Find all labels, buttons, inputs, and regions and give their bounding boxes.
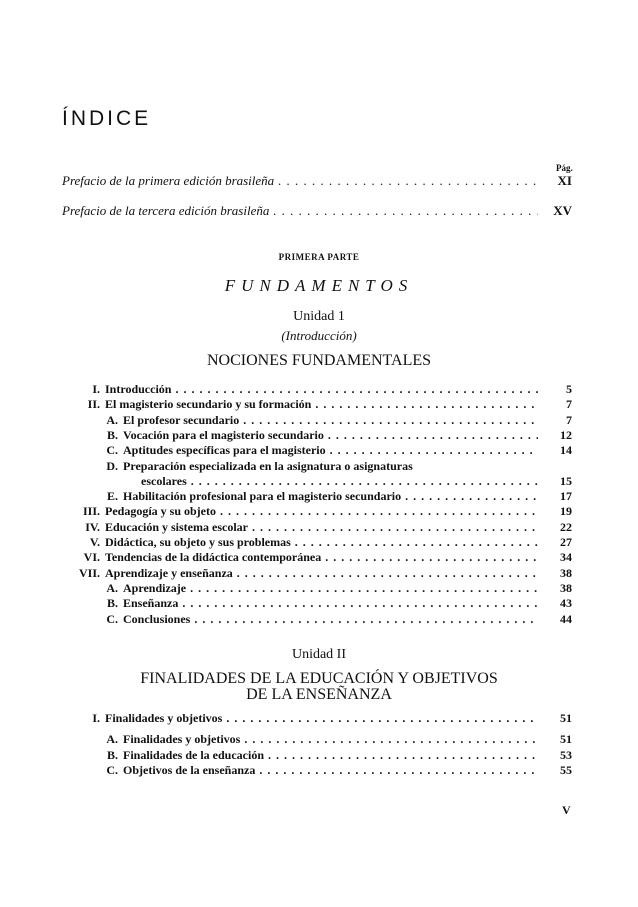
- entry-label: Aprendizaje y enseñanza: [105, 565, 233, 580]
- page-number: 44: [560, 611, 572, 626]
- chapter-title-line2: DE LA ENSEÑANZA: [246, 686, 392, 703]
- entry-label: Aptitudes específicas para el magisterio: [123, 443, 326, 458]
- page-number: 51: [560, 711, 572, 725]
- entry-number: III.: [82, 504, 100, 519]
- page-number: 55: [560, 762, 572, 777]
- page-number: 53: [560, 747, 572, 762]
- entry-number: C.: [106, 443, 118, 458]
- folio-number: V: [562, 803, 571, 817]
- entry-label: Tendencias de la didáctica contemporánea: [105, 550, 322, 565]
- entry-label: Conclusiones: [123, 611, 191, 626]
- dot-leader: [278, 174, 538, 188]
- page-title: ÍNDICE: [62, 107, 152, 130]
- preface-entry: [62, 204, 572, 218]
- entry-label: Preparación especializada en la asignatura o asignaturas: [123, 458, 413, 473]
- entry-label: Finalidades y objetivos: [123, 732, 241, 747]
- page-number: 51: [560, 732, 572, 747]
- toc-entry: [104, 413, 572, 427]
- page-number: 22: [560, 519, 572, 534]
- dot-leader: [405, 489, 538, 503]
- dot-leader: [252, 520, 538, 534]
- page-number: 34: [560, 550, 572, 565]
- entry-label: Didáctica, su objeto y sus problemas: [105, 535, 291, 549]
- entry-label: Vocación para el magisterio secundario: [123, 427, 324, 442]
- page-number: XV: [553, 203, 572, 218]
- toc-entry: [104, 612, 572, 626]
- entry-label: Introducción: [105, 382, 172, 396]
- part-label: PRIMERA PARTE: [278, 252, 360, 262]
- page-number: 38: [560, 565, 572, 580]
- dot-leader: [182, 596, 538, 610]
- page-number: 7: [566, 412, 572, 427]
- entry-number: A.: [106, 412, 118, 427]
- dot-leader: [268, 748, 538, 762]
- entry-number: IV.: [85, 519, 100, 534]
- toc-entry: [62, 520, 572, 534]
- entry-label: escolares: [141, 473, 187, 488]
- entry-label: El magisterio secundario y su formación: [105, 397, 312, 412]
- entry-number: A.: [106, 580, 118, 595]
- dot-leader: [220, 504, 538, 518]
- toc-entry: [62, 397, 572, 411]
- dot-leader: [259, 763, 538, 777]
- dot-leader: [243, 413, 538, 427]
- toc-entry: [104, 443, 572, 457]
- preface-entry: [62, 174, 572, 188]
- entry-number: A.: [106, 732, 118, 747]
- toc-entry: [104, 596, 572, 610]
- entry-number: VII.: [78, 565, 100, 580]
- entry-label: Objetivos de la enseñanza: [123, 762, 256, 777]
- preface-title: Prefacio de la primera edición brasileña: [62, 173, 275, 188]
- toc-entry: [104, 428, 572, 442]
- preface-title: Prefacio de la tercera edición brasileña: [62, 203, 270, 218]
- toc-entry: [62, 382, 572, 396]
- page-number: XI: [557, 173, 572, 188]
- toc-entry: [104, 581, 572, 595]
- dot-leader: [191, 474, 538, 488]
- entry-label: Habilitación profesional para el magisterio secundario: [123, 489, 402, 504]
- entry-number: C.: [106, 762, 118, 777]
- dot-leader: [226, 711, 538, 725]
- entry-label: Pedagogía y su objeto: [105, 504, 216, 519]
- dot-leader: [244, 732, 538, 746]
- entry-label: Enseñanza: [123, 596, 179, 611]
- entry-number: C.: [106, 611, 118, 626]
- entry-number: I.: [92, 711, 100, 725]
- dot-leader: [328, 428, 538, 442]
- page-number: 27: [560, 535, 572, 549]
- entry-number: VI.: [83, 550, 100, 565]
- page-column-label: Pág.: [556, 163, 573, 173]
- toc-entry: [104, 763, 572, 777]
- entry-number: D.: [106, 458, 118, 473]
- toc-entry: [104, 474, 572, 488]
- dot-leader: [325, 550, 538, 564]
- entry-label: Aprendizaje: [123, 580, 187, 595]
- entry-number: B.: [106, 596, 118, 611]
- dot-leader: [295, 535, 538, 549]
- entry-number: II.: [87, 397, 100, 412]
- entry-label: Educación y sistema escolar: [105, 519, 248, 534]
- toc-entry: [104, 732, 572, 746]
- entry-label: El profesor secundario: [123, 412, 240, 427]
- toc-entry: [62, 711, 572, 725]
- entry-number: B.: [106, 747, 118, 762]
- page-number: 38: [560, 580, 572, 595]
- dot-leader: [273, 204, 538, 218]
- chapter-title: NOCIONES FUNDAMENTALES: [206, 352, 432, 369]
- entry-number: V.: [89, 535, 100, 549]
- dot-leader: [175, 382, 538, 396]
- dot-leader: [315, 397, 538, 411]
- entry-number: E.: [106, 489, 118, 504]
- page-number: 15: [560, 473, 572, 488]
- page-number: 17: [560, 489, 572, 504]
- unit-subtitle: (Introducción): [281, 328, 357, 343]
- dot-leader: [190, 581, 538, 595]
- toc-entry: [104, 748, 572, 762]
- part-title: FUNDAMENTOS: [224, 276, 414, 295]
- unit-title: Unidad II: [291, 647, 347, 662]
- page-number: 43: [560, 596, 572, 611]
- dot-leader: [237, 566, 538, 580]
- dot-leader: [330, 443, 538, 457]
- entry-number: I.: [92, 382, 100, 396]
- chapter-title-line1: FINALIDADES DE LA EDUCACIÓN Y OBJETIVOS: [140, 670, 498, 687]
- toc-entry: [62, 535, 572, 549]
- dot-leader: [194, 612, 538, 626]
- toc-entry: [104, 489, 572, 503]
- entry-label: Finalidades y objetivos: [105, 711, 223, 725]
- entry-label: Finalidades de la educación: [123, 747, 265, 762]
- page-number: 19: [560, 504, 572, 519]
- toc-entry: [62, 504, 572, 518]
- toc-entry: [62, 550, 572, 564]
- page-number: 5: [566, 382, 572, 396]
- toc-entry: [104, 459, 572, 473]
- page-number: 7: [566, 397, 572, 412]
- entry-number: B.: [106, 427, 118, 442]
- unit-title: Unidad 1: [293, 309, 345, 324]
- page-number: 14: [560, 443, 572, 458]
- toc-entry: [62, 566, 572, 580]
- page-number: 12: [560, 427, 572, 442]
